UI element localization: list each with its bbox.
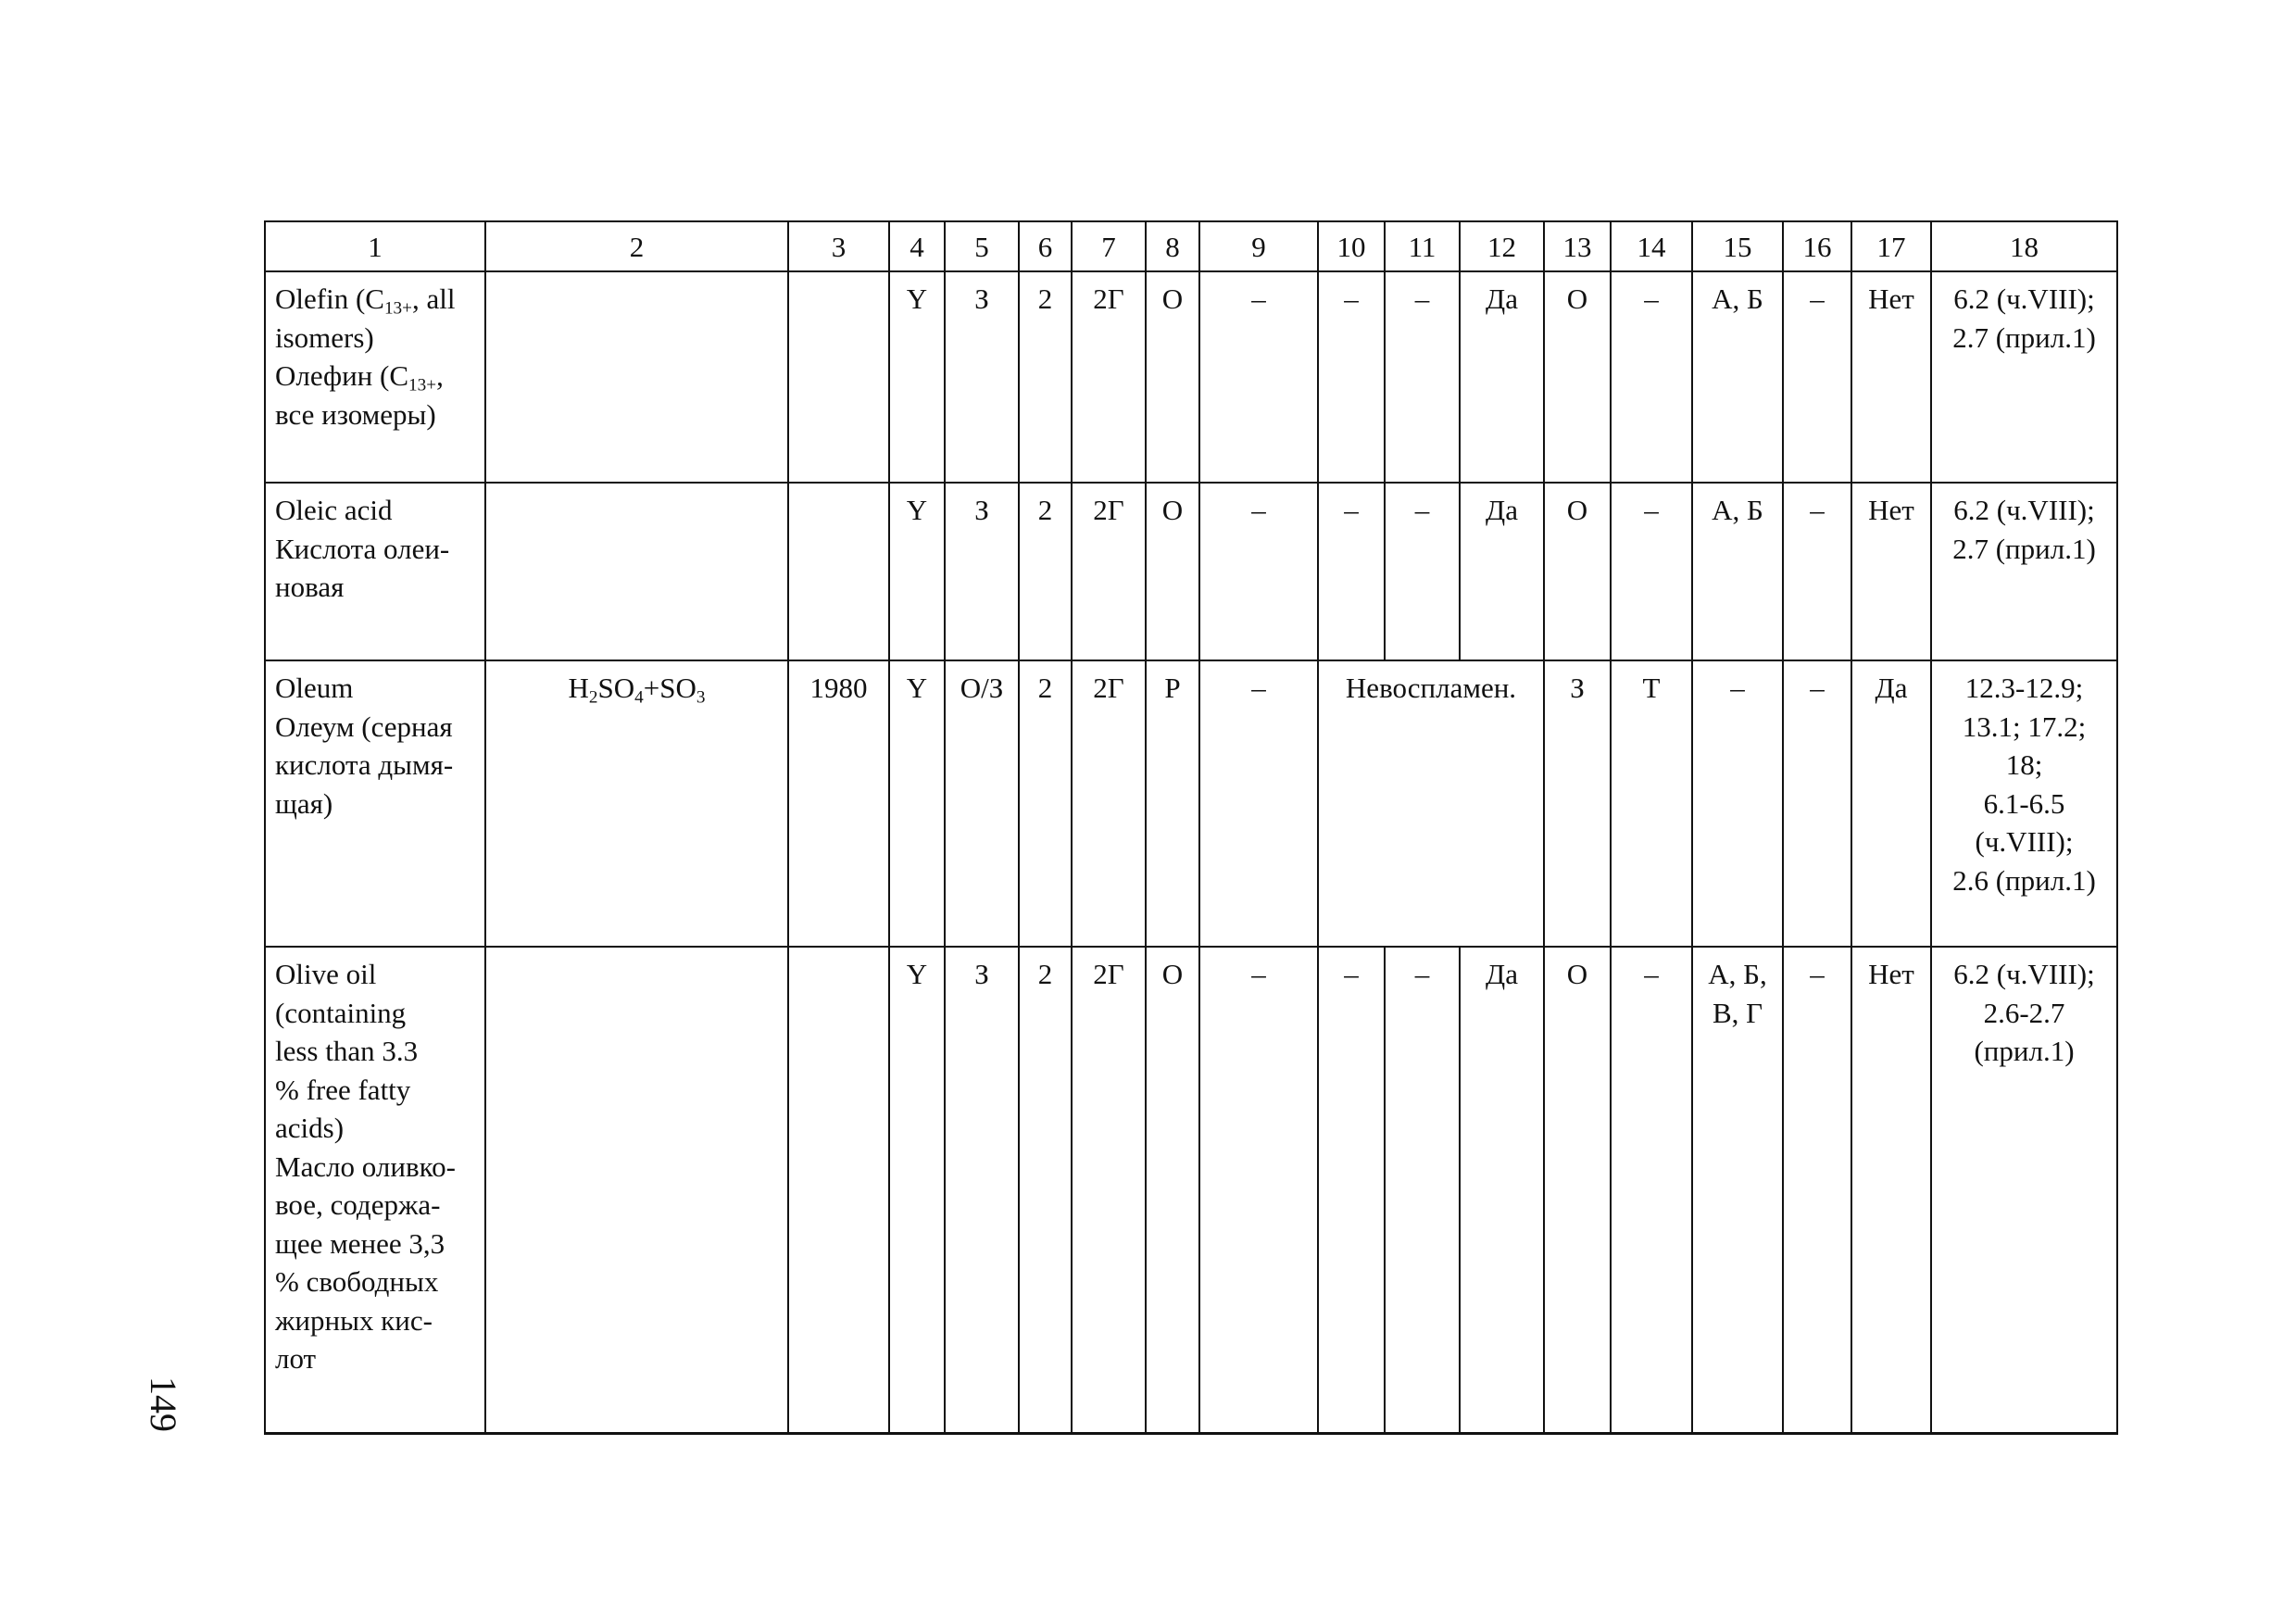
cell: – [1783, 947, 1851, 1434]
substance-name-cell: Oleum Олеум (серная кислота дымя- щая) [265, 660, 485, 947]
column-number: 14 [1611, 221, 1692, 271]
table-row [265, 271, 2117, 483]
cell: О [1146, 483, 1199, 660]
column-number: 3 [788, 221, 889, 271]
column-number: 11 [1385, 221, 1460, 271]
merged-flammability-cell: Невоспламен. [1318, 660, 1544, 947]
cell: – [1692, 660, 1783, 947]
cell: Да [1851, 660, 1931, 947]
column-number-row [265, 221, 2117, 271]
cell: А, Б [1692, 271, 1783, 483]
column-number: 1 [265, 221, 485, 271]
cell: О [1544, 271, 1611, 483]
cell: Нет [1851, 483, 1931, 660]
cell: О/З [945, 660, 1019, 947]
cell: – [1783, 483, 1851, 660]
column-number: 16 [1783, 221, 1851, 271]
cell: О [1544, 483, 1611, 660]
cell: 2Г [1072, 660, 1146, 947]
cell: Да [1460, 271, 1544, 483]
column-number: 2 [485, 221, 788, 271]
cell: 2 [1019, 483, 1072, 660]
cell: – [1611, 947, 1692, 1434]
cell: – [1611, 271, 1692, 483]
column-number: 7 [1072, 221, 1146, 271]
column-number: 10 [1318, 221, 1385, 271]
cell: Р [1146, 660, 1199, 947]
cell: – [1318, 947, 1385, 1434]
cell: 2 [1019, 271, 1072, 483]
cell: З [1544, 660, 1611, 947]
cell: О [1544, 947, 1611, 1434]
page-number: 149 [143, 1376, 184, 1432]
cell: Да [1460, 947, 1544, 1434]
cell: 2 [1019, 660, 1072, 947]
cell: – [1611, 483, 1692, 660]
cell: Y [889, 947, 945, 1434]
column-number: 18 [1931, 221, 2117, 271]
cell: – [1318, 483, 1385, 660]
cell: Y [889, 660, 945, 947]
cell: – [1199, 660, 1318, 947]
un-number-cell [788, 271, 889, 483]
cell: 2Г [1072, 271, 1146, 483]
cell: А, Б [1692, 483, 1783, 660]
column-number: 15 [1692, 221, 1783, 271]
un-number-cell: 1980 [788, 660, 889, 947]
column-number: 12 [1460, 221, 1544, 271]
column-number: 8 [1146, 221, 1199, 271]
cell: Y [889, 483, 945, 660]
column-number: 6 [1019, 221, 1072, 271]
table-row [265, 660, 2117, 947]
formula-cell: $H_2SO_4+SO_3$ [485, 660, 788, 947]
substance-table [264, 220, 2118, 1435]
cell: Y [889, 271, 945, 483]
cell: 2Г [1072, 483, 1146, 660]
column-number: 13 [1544, 221, 1611, 271]
cell: 2 [1019, 947, 1072, 1434]
cell: О [1146, 271, 1199, 483]
reference-cell: 6.2 (ч.VIII); 2.7 (прил.1) [1931, 271, 2117, 483]
cell: А, Б, В, Г [1692, 947, 1783, 1434]
formula-cell [485, 947, 788, 1434]
un-number-cell [788, 483, 889, 660]
cell: – [1385, 483, 1460, 660]
cell: Нет [1851, 271, 1931, 483]
column-number: 4 [889, 221, 945, 271]
cell: З [945, 483, 1019, 660]
cell: О [1146, 947, 1199, 1434]
cell: – [1385, 271, 1460, 483]
cell: – [1783, 271, 1851, 483]
formula-cell [485, 483, 788, 660]
cell: 2Г [1072, 947, 1146, 1434]
cell: Т [1611, 660, 1692, 947]
cell: З [945, 271, 1019, 483]
column-number: 9 [1199, 221, 1318, 271]
column-number: 5 [945, 221, 1019, 271]
reference-cell: 6.2 (ч.VIII); 2.7 (прил.1) [1931, 483, 2117, 660]
cell: – [1199, 947, 1318, 1434]
cell: – [1385, 947, 1460, 1434]
cell: – [1783, 660, 1851, 947]
cell: Да [1460, 483, 1544, 660]
cell: Нет [1851, 947, 1931, 1434]
cell: – [1199, 483, 1318, 660]
cell: З [945, 947, 1019, 1434]
reference-cell: 12.3-12.9; 13.1; 17.2; 18; 6.1-6.5 (ч.VIII); 2.6 (прил.1) [1931, 660, 2117, 947]
table-row [265, 947, 2117, 1434]
substance-name-cell: Olive oil (containing less than 3.3 % free fatty acids) Масло оливко- вое, содержа- щее менее 3,3 % свободных жирных кис- лот [265, 947, 485, 1434]
substance-name-cell: Oleic acid Кислота олеи- новая [265, 483, 485, 660]
cell: – [1199, 271, 1318, 483]
cell: – [1318, 271, 1385, 483]
reference-cell: 6.2 (ч.VIII); 2.6-2.7 (прил.1) [1931, 947, 2117, 1434]
table-row [265, 483, 2117, 660]
formula-cell [485, 271, 788, 483]
un-number-cell [788, 947, 889, 1434]
column-number: 17 [1851, 221, 1931, 271]
substance-name-cell: Olefin ($C_{13+}$, all isomers) Олефин ($C_{13+}$, все изомеры) [265, 271, 485, 483]
